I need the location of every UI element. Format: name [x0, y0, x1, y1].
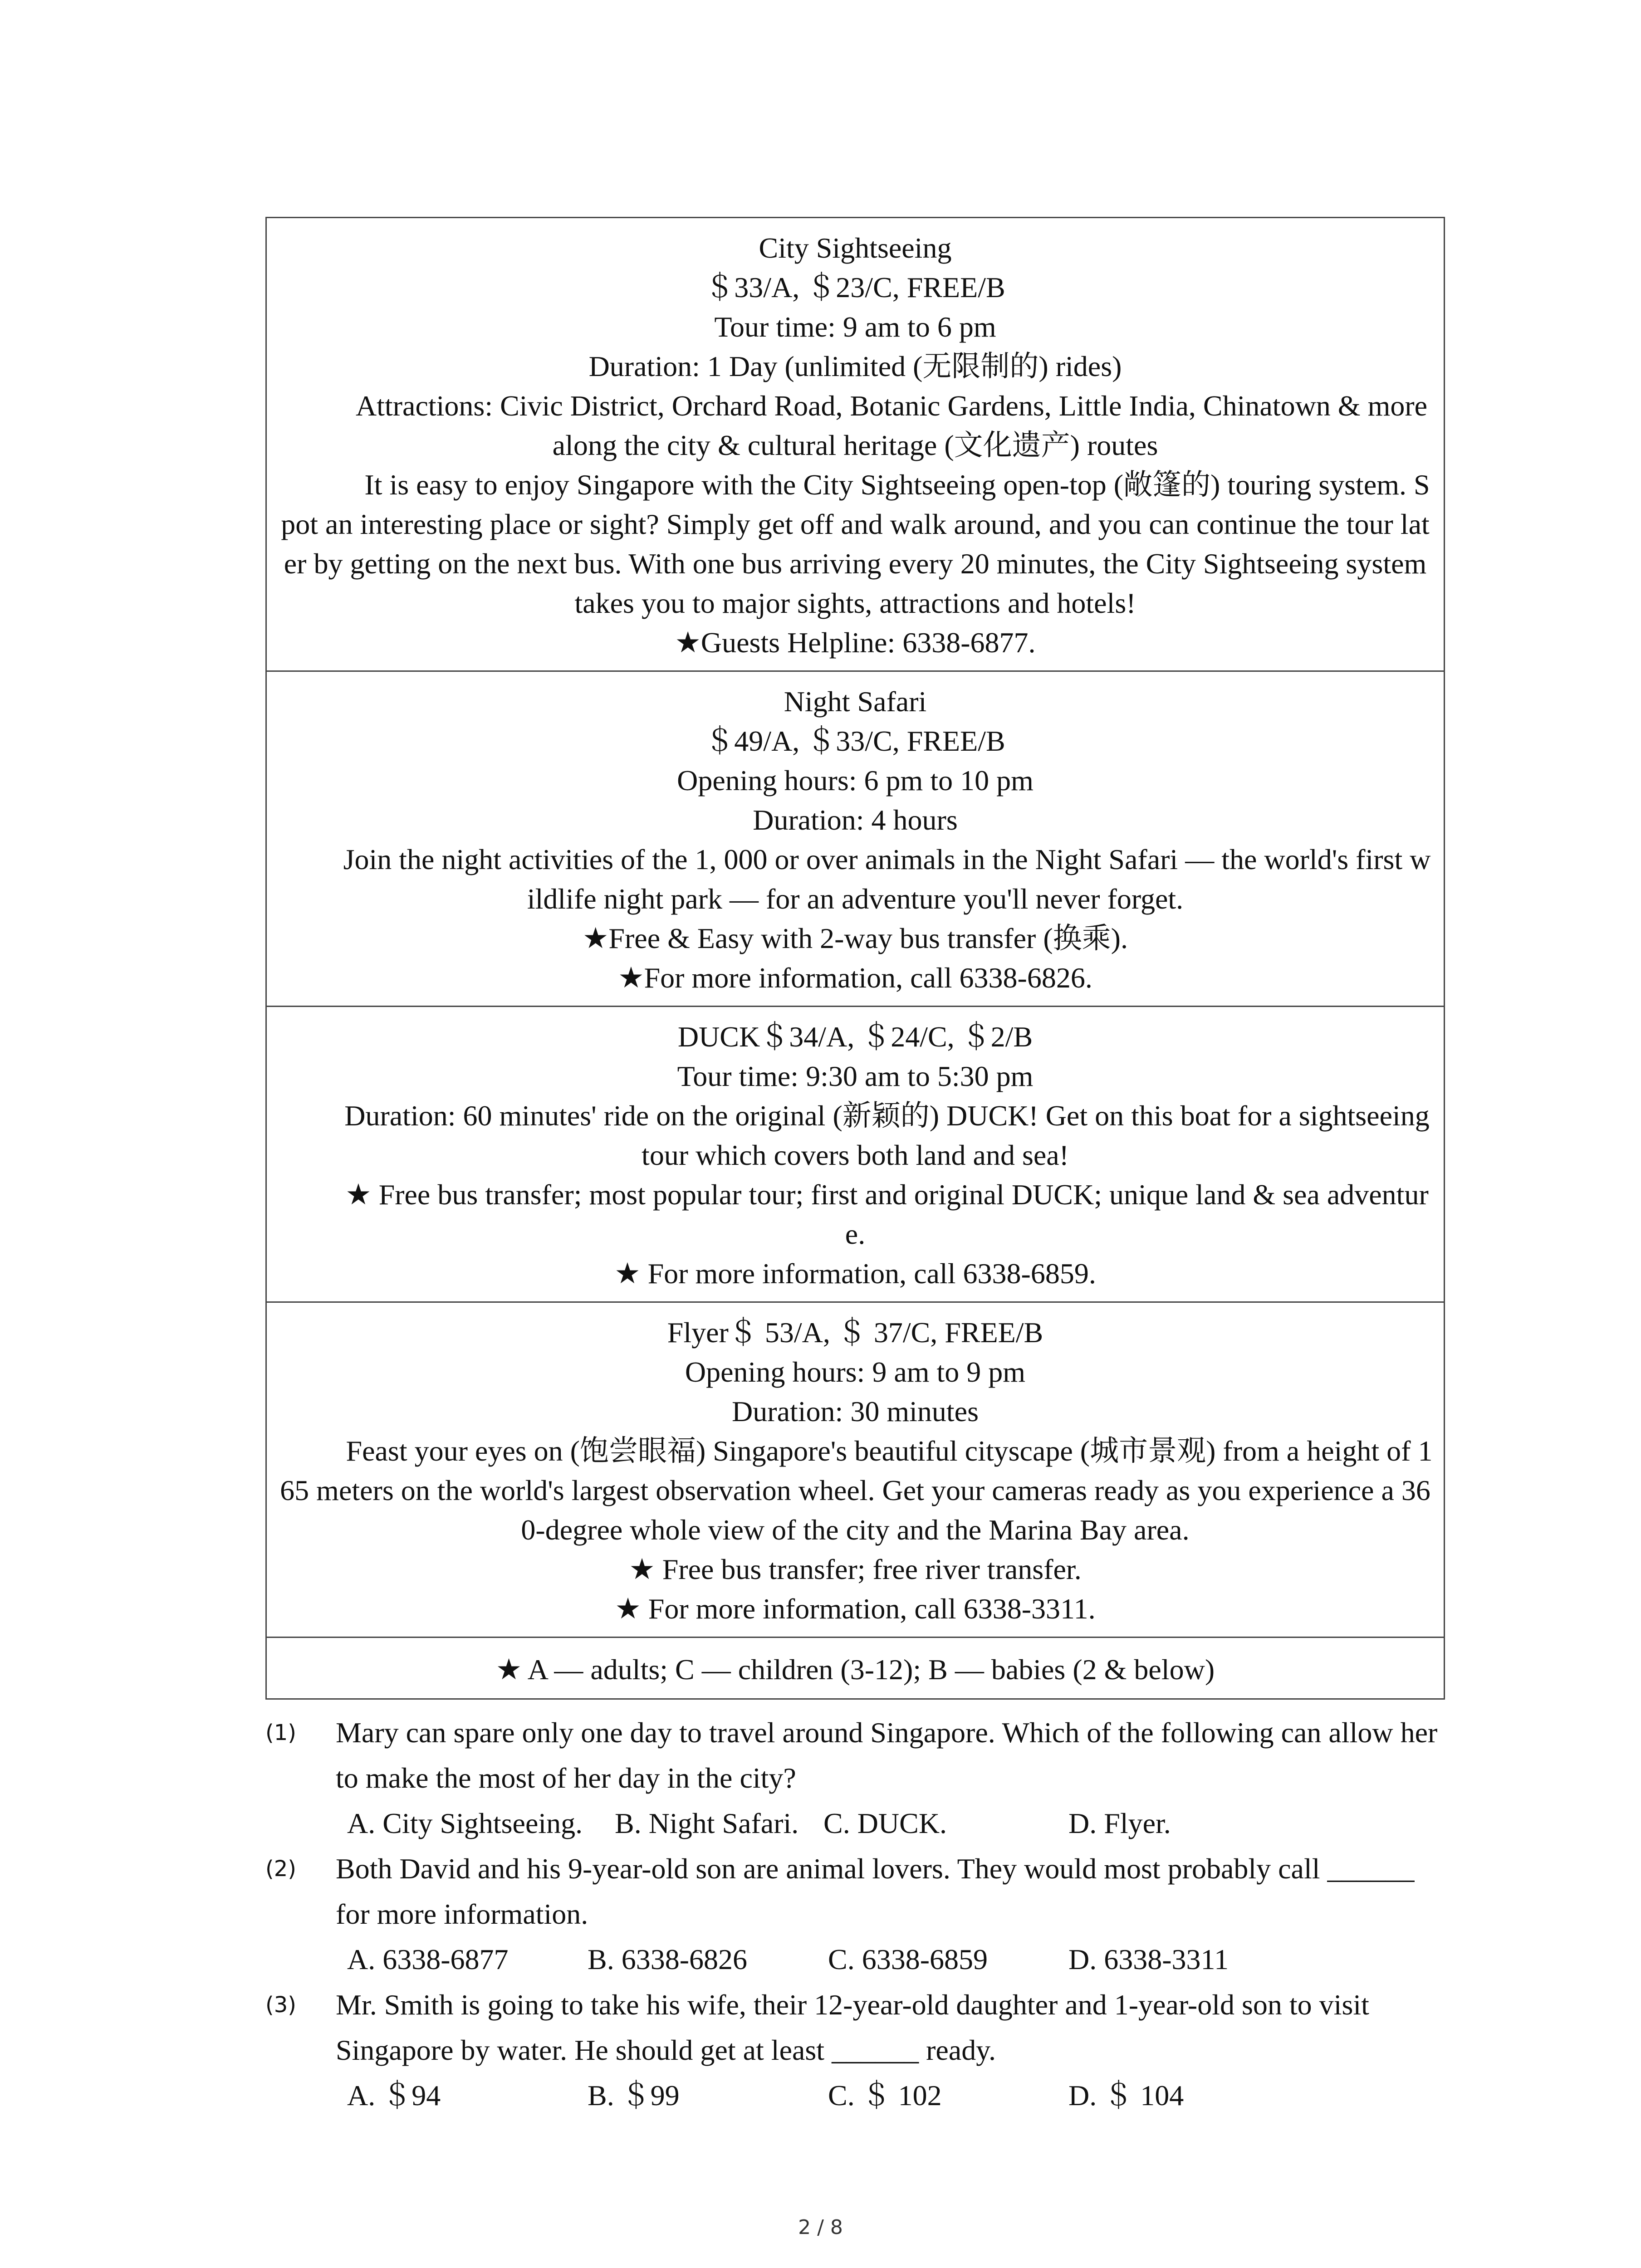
ad-attractions: Attractions: Civic District, Orchard Road, Botanic Gardens, Little India, Chinatown & more along the city & cultural heritage (文化遗产) routes [355, 390, 1428, 461]
ad-tour-time: Tour time: 9:30 am to 5:30 pm [677, 1060, 1034, 1092]
ad-city-sightseeing [267, 218, 1444, 670]
ad-features: ★ Free bus transfer; most popular tour; first and original DUCK; unique land & sea adventure. [345, 1178, 1429, 1250]
ad-flyer [267, 1301, 1444, 1637]
ad-legend [267, 1637, 1444, 1698]
option-a[interactable]: A. 6338-6877 [347, 1943, 509, 1975]
ad-info-phone: ★ For more information, call 6338-6859. [614, 1257, 1096, 1290]
question-3-options [265, 2073, 1445, 2118]
option-c[interactable]: C. ＄ 102 [828, 2079, 942, 2112]
ad-info-phone: ★ For more information, call 6338-3311. [615, 1593, 1096, 1625]
question-text: Mary can spare only one day to travel around Singapore. Which of the following can allow her to make the most of her day in the city? [336, 1716, 1438, 1794]
ad-duration: Duration: 30 minutes [732, 1395, 979, 1427]
ad-night-safari [267, 670, 1444, 1006]
ad-info-phone: ★For more information, call 6338-6826. [618, 962, 1092, 994]
ad-prices: ＄49/A, ＄33/C, FREE/B [705, 725, 1005, 757]
question-list [265, 1710, 1445, 2118]
ad-title-prices: Flyer＄ 53/A, ＄ 37/C, FREE/B [667, 1316, 1043, 1349]
question-2 [265, 1846, 1445, 1937]
question-text: Both David and his 9-year-old son are animal lovers. They would most probably call ______ for more information. [336, 1853, 1415, 1930]
ad-description: It is easy to enjoy Singapore with the City Sightseeing open-top (敞篷的) touring system. Spot an interesting place or sight? Simply get off and walk around, and you can continue the tour later by getting on the next bus. With one bus arriving every 20 minutes, the City Sightseeing system takes you to major sights, attractions and hotels! [281, 469, 1430, 619]
ad-transfer-note: ★Free & Easy with 2-way bus transfer (换乘). [583, 922, 1128, 954]
question-1-options [265, 1801, 1445, 1846]
question-text: Mr. Smith is going to take his wife, their 12-year-old daughter and 1-year-old son to visit Singapore by water. He should get at least ______ ready. [336, 1989, 1369, 2066]
ad-title: Night Safari [784, 685, 927, 718]
option-d[interactable]: D. ＄ 104 [1068, 2079, 1184, 2112]
option-a[interactable]: A. ＄94 [347, 2079, 441, 2112]
question-3 [265, 1982, 1445, 2073]
ad-tour-time: Tour time: 9 am to 6 pm [714, 311, 996, 343]
ad-opening-hours: Opening hours: 9 am to 9 pm [685, 1356, 1026, 1388]
option-c[interactable]: C. DUCK. [823, 1807, 947, 1839]
question-1 [265, 1710, 1445, 1801]
price-legend: ★ A — adults; C — children (3-12); B — babies (2 & below) [495, 1653, 1215, 1686]
option-d[interactable]: D. 6338-3311 [1068, 1943, 1229, 1975]
ad-prices: ＄33/A, ＄23/C, FREE/B [705, 271, 1005, 303]
tour-ad-table [265, 217, 1445, 1700]
ad-duration: Duration: 1 Day (unlimited (无限制的) rides) [588, 350, 1122, 382]
option-c[interactable]: C. 6338-6859 [828, 1943, 988, 1975]
ad-title: City Sightseeing [759, 232, 952, 264]
page-number: 2 / 8 [798, 2216, 843, 2239]
option-d[interactable]: D. Flyer. [1068, 1807, 1171, 1839]
ad-opening-hours: Opening hours: 6 pm to 10 pm [677, 764, 1034, 797]
ad-duck [267, 1006, 1444, 1301]
ad-description: Join the night activities of the 1, 000 or over animals in the Night Safari — the world's first wildlife night park — for an adventure you'll never forget. [343, 843, 1431, 915]
option-b[interactable]: B. ＄99 [588, 2079, 680, 2112]
option-b[interactable]: B. 6338-6826 [588, 1943, 747, 1975]
question-2-options [265, 1937, 1445, 1982]
question-number: (1) [265, 1720, 296, 1745]
question-number: (3) [265, 1992, 296, 2018]
option-a[interactable]: A. City Sightseeing. [347, 1807, 583, 1839]
option-b[interactable]: B. Night Safari. [615, 1807, 799, 1839]
ad-duration: Duration: 4 hours [753, 804, 958, 836]
ad-title-prices: DUCK＄34/A, ＄24/C, ＄2/B [677, 1021, 1033, 1053]
ad-helpline: ★Guests Helpline: 6338-6877. [675, 626, 1036, 659]
ad-transfer-note: ★ Free bus transfer; free river transfer. [629, 1553, 1082, 1585]
ad-duration: Duration: 60 minutes' ride on the original (新颖的) DUCK! Get on this boat for a sightseeing tour which covers both land and sea! [344, 1100, 1430, 1171]
ad-description: Feast your eyes on (饱尝眼福) Singapore's beautiful cityscape (城市景观) from a height of 165 meters on the world's largest observation wheel. Get your cameras ready as you experience a 360-degree whole view of the city and the Marina Bay area. [280, 1435, 1433, 1546]
question-number: (2) [265, 1856, 296, 1882]
